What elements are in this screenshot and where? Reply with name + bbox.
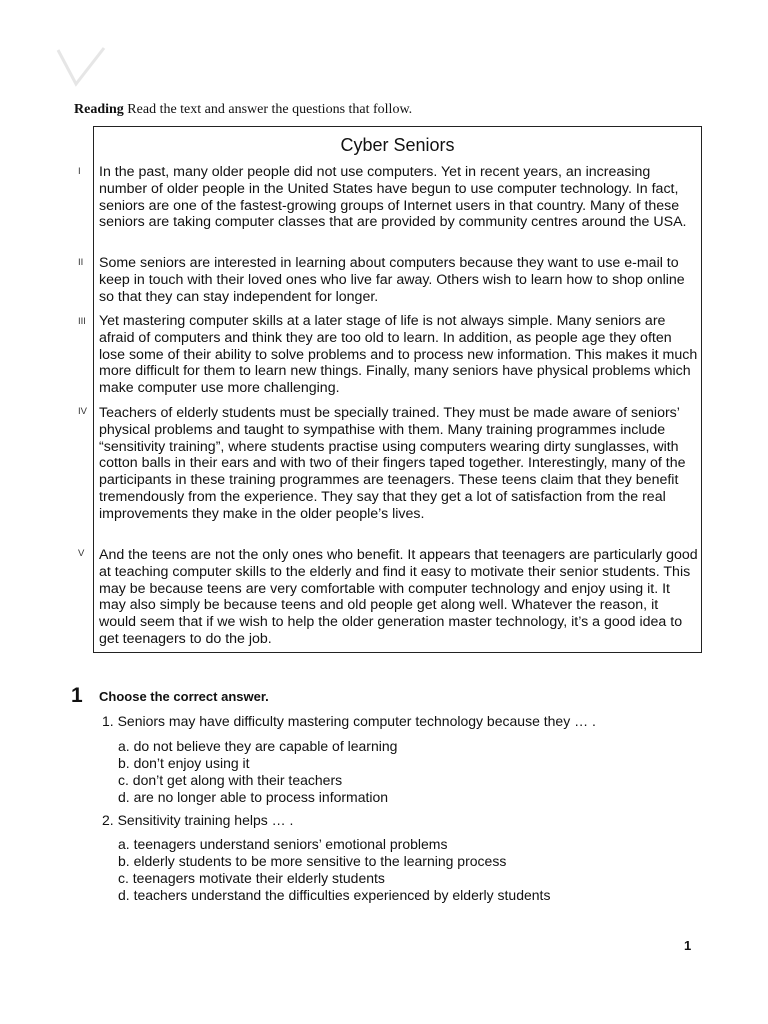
- question-1-options: [118, 738, 397, 806]
- paragraph-1: In the past, many older people did not use computers. Yet in recent years, an increasing number of older people in the United States have begun to use computer technology. In fact, seniors are one of the fastest-growing groups of Internet users in that country. Many of these seniors are taking computer classes that are provided by community centres around the USA.: [99, 164, 687, 231]
- answer-option[interactable]: a. teenagers understand seniors’ emotional problems: [118, 836, 448, 852]
- answer-option[interactable]: d. are no longer able to process information: [118, 789, 389, 805]
- answer-option[interactable]: c. teenagers motivate their elderly students: [118, 870, 385, 886]
- paragraph-4: Teachers of elderly students must be specially trained. They must be made aware of seniors’ physical problems and taught to sympathise with them. Many training programmes include “sensitivity training”, where students practise using computers wearing dirty sunglasses, with cotton balls in their ears and with two of their fingers taped together. Interestingly, many of the participants in these training programmes are teenagers. These teens claim that they benefit tremendously from the experience. They say that they get a lot of satisfaction from the real improvements they make in the older people’s lives.: [99, 405, 686, 522]
- paragraph-2: Some seniors are interested in learning about computers because they want to use e-mail to keep in touch with their loved ones who live far away. Others wish to learn how to shop online so that they can stay independent for longer.: [99, 255, 685, 305]
- answer-option[interactable]: c. don’t get along with their teachers: [118, 772, 343, 788]
- reading-instruction: [74, 102, 412, 118]
- page-number: 1: [684, 938, 692, 953]
- answer-option[interactable]: b. elderly students to be more sensitive to the learning process: [118, 853, 507, 869]
- paragraph-3: Yet mastering computer skills at a later stage of life is not always simple. Many seniors are afraid of computers and think they are too old to learn. In addition, as people age they often lose some of their ability to solve problems and to process new information. This makes it much more difficult for them to learn new things. Finally, many seniors have physical problems which make computer use more challenging.: [99, 313, 698, 397]
- paragraph-number: II: [78, 257, 84, 268]
- paragraph-5: And the teens are not the only ones who benefit. It appears that teenagers are particularly good at teaching computer skills to the elderly and find it easy to motivate their senior students. This may be because teens are very comfortable with computer technology and enjoy using it. It may also simply be because teens and old people get along well. Whatever the reason, it would seem that if we wish to help the older generation master technology, it’s a good idea to get teenagers to do the job.: [99, 547, 698, 647]
- answer-option[interactable]: a. do not believe they are capable of learning: [118, 738, 398, 754]
- answer-option[interactable]: d. teachers understand the difficulties experienced by elderly students: [118, 887, 551, 903]
- question-2-options: [118, 836, 550, 904]
- paragraph-number: V: [78, 548, 85, 559]
- section-label: Reading: [74, 102, 124, 117]
- exercise-heading: Choose the correct answer.: [99, 689, 269, 704]
- question-2: 2. Sensitivity training helps … .: [102, 812, 294, 828]
- paragraph-number: I: [78, 166, 81, 177]
- article-title: Cyber Seniors: [340, 135, 455, 155]
- paragraph-number: III: [78, 316, 86, 327]
- exercise-number: 1: [71, 684, 83, 707]
- checkmark-watermark-icon: [54, 40, 108, 94]
- answer-option[interactable]: b. don’t enjoy using it: [118, 755, 250, 771]
- instruction-text: Read the text and answer the questions that follow.: [127, 102, 413, 117]
- paragraph-number: IV: [78, 406, 87, 417]
- question-1: 1. Seniors may have difficulty mastering computer technology because they … .: [102, 713, 596, 729]
- reading-text-box: [93, 126, 702, 653]
